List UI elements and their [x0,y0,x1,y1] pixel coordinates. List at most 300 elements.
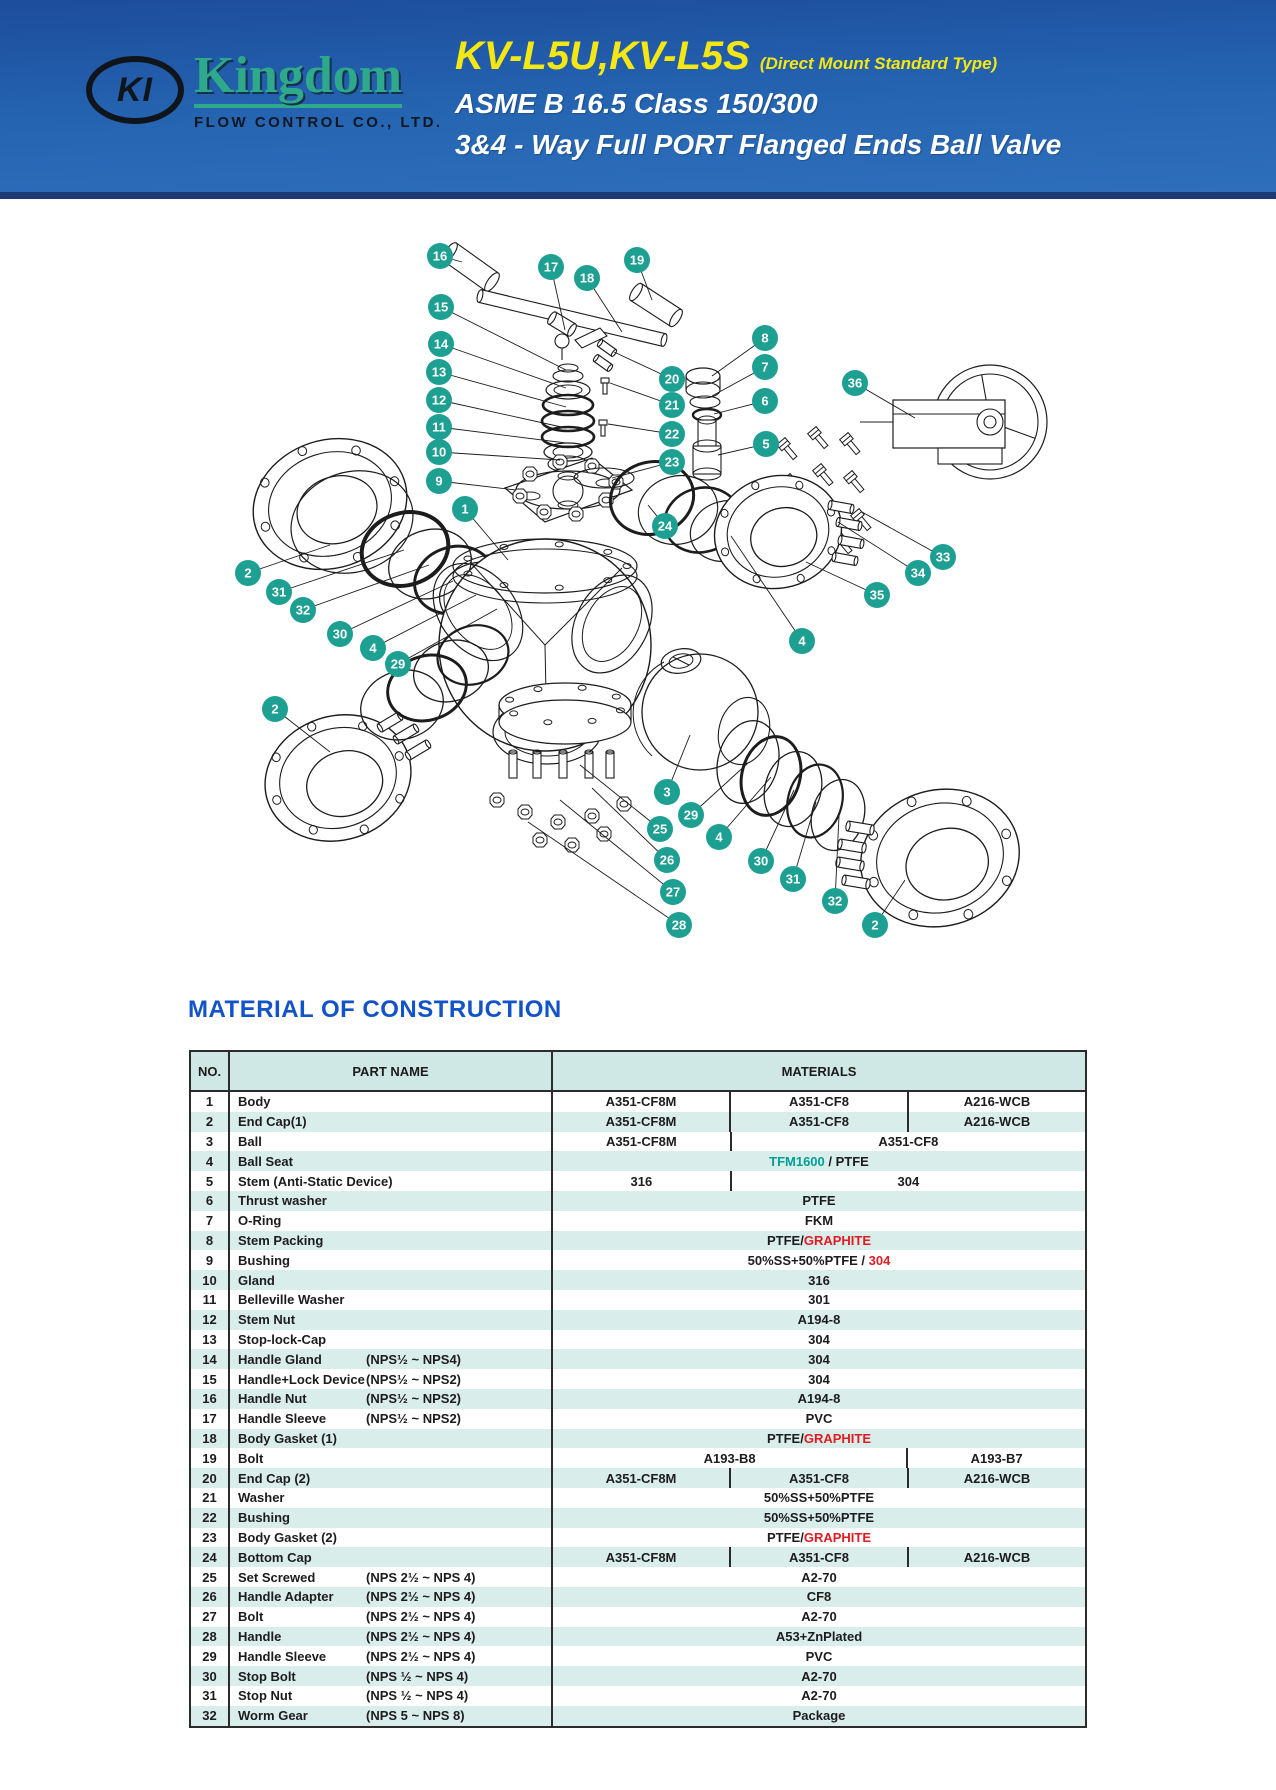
row-number: 28 [202,1628,217,1644]
part-name-cell [228,1151,551,1171]
part-name-cell [228,1112,551,1132]
material-text: 50%SS+50%PTFE / [747,1252,869,1268]
row-number: 4 [205,1153,214,1169]
part-name-cell [228,1409,551,1429]
spec-line-2: 3&4 - Way Full PORT Flanged Ends Ball Valve [455,129,1062,160]
company-logo [86,47,443,131]
part-name: Handle Adapter [238,1589,334,1605]
material-cell [907,1092,1085,1112]
svg-text:27: 27 [665,884,681,900]
material-cell [553,1112,729,1132]
material-cell [553,1468,729,1488]
material-cell [729,1547,907,1567]
callout-9 [426,468,516,494]
svg-text:9: 9 [435,473,443,489]
part-name: Gland [238,1272,275,1288]
part-size-range: (NPS ½ ~ NPS 4) [366,1688,469,1704]
material-cell [553,1686,1085,1706]
material-cell [553,1528,1085,1548]
part-name-cell [228,1646,551,1666]
table-row [191,1290,1085,1310]
part-name: Handle Sleeve [238,1648,327,1664]
row-number: 17 [202,1411,217,1427]
callout-29 [678,763,748,828]
material-cell [553,1171,730,1191]
materials-cells [551,1646,1085,1666]
material-cell [907,1468,1085,1488]
table-row [191,1250,1085,1270]
material-text: A193-B8 [703,1450,756,1466]
material-text: 316 [808,1272,830,1288]
part-name: Handle Nut [238,1391,307,1407]
material-cell [729,1468,907,1488]
svg-text:4: 4 [798,633,806,649]
material-text: GRAPHITE [803,1430,871,1446]
materials-cells [551,1686,1085,1706]
material-cell [553,1448,906,1468]
table-header [191,1052,1085,1092]
part-name: Handle [238,1628,282,1644]
row-number: 21 [202,1490,217,1506]
svg-text:29: 29 [683,807,699,823]
material-cell [553,1310,1085,1330]
section-title: MATERIAL OF CONSTRUCTION [188,996,562,1023]
row-number: 27 [202,1609,217,1625]
part-name: Bushing [238,1252,290,1268]
materials-cells [551,1508,1085,1528]
logo-mark: KI [117,70,153,109]
table-row [191,1528,1085,1548]
material-cell [729,1092,907,1112]
material-text: A194-8 [797,1391,841,1407]
material-cell [907,1112,1085,1132]
material-cell [553,1250,1085,1270]
part-name: Stop Nut [238,1688,293,1704]
callout-6 [714,388,778,414]
part-name: Belleville Washer [238,1292,345,1308]
material-cell [729,1112,907,1132]
material-cell [730,1132,1085,1152]
materials-cells [551,1171,1085,1191]
table-row [191,1607,1085,1627]
svg-text:2: 2 [271,701,279,717]
part-name-cell [228,1389,551,1409]
table-row [191,1389,1085,1409]
svg-text:2: 2 [871,917,879,933]
table-row [191,1587,1085,1607]
material-text: A351-CF8 [789,1114,849,1130]
table-row [191,1231,1085,1251]
part-name-cell [228,1528,551,1548]
table-row [191,1488,1085,1508]
material-cell [553,1092,729,1112]
row-number: 32 [202,1708,217,1724]
part-name-cell [228,1666,551,1686]
svg-text:30: 30 [753,853,769,869]
part-name: Thrust washer [238,1193,327,1209]
row-number: 8 [205,1232,214,1248]
materials-cells [551,1369,1085,1389]
svg-text:19: 19 [629,252,645,268]
svg-text:6: 6 [761,393,769,409]
material-text: PTFE/ [766,1430,804,1446]
materials-cells [551,1448,1085,1468]
material-text: GRAPHITE [803,1529,871,1545]
material-text: PVC [805,1648,833,1664]
part-name: Ball [238,1133,262,1149]
svg-text:11: 11 [432,419,446,435]
materials-cells [551,1270,1085,1290]
materials-cells [551,1231,1085,1251]
header-no: NO. [197,1063,222,1079]
materials-cells [551,1330,1085,1350]
svg-text:17: 17 [543,259,559,275]
part-name: Stem Nut [238,1312,296,1328]
row-number: 10 [202,1272,217,1288]
svg-text:3: 3 [663,784,671,800]
part-name: Handle Sleeve [238,1411,327,1427]
materials-cells [551,1250,1085,1270]
part-name: Handle Gland [238,1351,322,1367]
svg-text:8: 8 [761,330,769,346]
material-cell [907,1547,1085,1567]
table-row [191,1686,1085,1706]
part-size-range: (NPS½ ~ NPS2) [366,1371,462,1387]
table-row [191,1330,1085,1350]
materials-cells [551,1389,1085,1409]
part-name-cell [228,1290,551,1310]
part-name: Bushing [238,1510,290,1526]
svg-text:16: 16 [432,248,448,264]
material-text: 304 [868,1252,891,1268]
part-name: Bolt [238,1450,264,1466]
svg-text:10: 10 [431,444,447,460]
svg-text:31: 31 [271,584,287,600]
part-size-range: (NPS 2½ ~ NPS 4) [366,1569,476,1585]
svg-text:32: 32 [827,893,843,909]
material-text: A351-CF8M [605,1549,677,1565]
material-cell [553,1270,1085,1290]
materials-cells [551,1567,1085,1587]
material-cell [553,1627,1085,1647]
material-text: Package [792,1708,846,1724]
material-text: TFM1600 [769,1153,825,1169]
material-text: / PTFE [824,1153,869,1169]
material-cell [553,1706,1085,1726]
svg-text:15: 15 [433,299,449,315]
material-cell [730,1171,1085,1191]
part-name-cell [228,1310,551,1330]
materials-cells [551,1627,1085,1647]
spec-line-1: ASME B 16.5 Class 150/300 [455,88,818,119]
material-text: A351-CF8 [789,1094,849,1110]
table-row [191,1666,1085,1686]
part-name: Body [238,1094,271,1110]
material-text: A351-CF8 [789,1549,849,1565]
material-text: GRAPHITE [803,1232,871,1248]
material-text: PTFE/ [766,1232,804,1248]
callout-30 [327,581,453,647]
table-row [191,1448,1085,1468]
part-size-range: (NPS 2½ ~ NPS 4) [366,1648,476,1664]
materials-cells [551,1349,1085,1369]
table-row [191,1508,1085,1528]
part-name-cell [228,1627,551,1647]
callout-5 [718,431,779,457]
part-name-cell [228,1211,551,1231]
row-number: 24 [202,1549,217,1565]
row-number: 25 [202,1569,217,1585]
row-number: 26 [202,1589,217,1605]
row-number: 5 [205,1173,214,1189]
material-cell [553,1646,1085,1666]
table-row [191,1706,1085,1726]
materials-cells [551,1468,1085,1488]
part-size-range: (NPS½ ~ NPS2) [366,1411,462,1427]
material-cell [553,1132,730,1152]
part-size-range: (NPS½ ~ NPS2) [366,1391,462,1407]
material-cell [553,1290,1085,1310]
material-cell [553,1151,1085,1171]
row-number: 3 [205,1133,214,1149]
materials-cells [551,1151,1085,1171]
svg-text:18: 18 [579,270,595,286]
table-row [191,1646,1085,1666]
callout-1 [452,496,508,560]
material-cell [553,1211,1085,1231]
material-cell [553,1369,1085,1389]
material-text: A2-70 [801,1688,837,1704]
part-name: Bottom Cap [238,1549,312,1565]
header-part-name: PART NAME [228,1052,551,1090]
svg-text:21: 21 [664,397,680,413]
part-name-cell [228,1429,551,1449]
materials-cells [551,1112,1085,1132]
part-size-range: (NPS 5 ~ NPS 8) [366,1708,465,1724]
row-number: 9 [205,1252,214,1268]
table-row [191,1171,1085,1191]
row-number: 16 [202,1391,217,1407]
material-text: A351-CF8M [605,1470,677,1486]
header-band [0,0,1276,199]
svg-text:32: 32 [295,602,311,618]
material-cell [553,1666,1085,1686]
part-name-cell [228,1508,551,1528]
product-titles [455,34,1061,161]
part-name-cell [228,1369,551,1389]
material-cell [553,1488,1085,1508]
table-row [191,1151,1085,1171]
svg-text:5: 5 [762,436,770,452]
material-text: A216-WCB [963,1549,1031,1565]
material-text: A351-CF8M [605,1114,677,1130]
svg-text:33: 33 [935,549,951,565]
material-text: A193-B7 [970,1450,1023,1466]
table-row [191,1132,1085,1152]
material-cell [553,1330,1085,1350]
materials-cells [551,1132,1085,1152]
materials-cells [551,1528,1085,1548]
materials-cells [551,1488,1085,1508]
row-number: 22 [202,1510,217,1526]
part-name: Bolt [238,1609,264,1625]
row-number: 6 [205,1193,214,1209]
row-number: 2 [205,1114,214,1130]
part-name-cell [228,1488,551,1508]
svg-text:24: 24 [657,518,673,534]
material-text: A53+ZnPlated [775,1628,863,1644]
svg-text:36: 36 [847,375,863,391]
part-name: Body Gasket (2) [238,1529,337,1545]
material-text: A2-70 [801,1569,837,1585]
svg-text:14: 14 [433,336,449,352]
table-row [191,1567,1085,1587]
part-size-range: (NPS 2½ ~ NPS 4) [366,1628,476,1644]
company-subtitle: FLOW CONTROL CO., LTD. [194,114,443,131]
material-text: A2-70 [801,1609,837,1625]
table-row [191,1191,1085,1211]
svg-text:4: 4 [369,640,377,656]
row-number: 15 [202,1371,217,1387]
material-text: PTFE/ [766,1529,804,1545]
materials-cells [551,1409,1085,1429]
part-name: Stem (Anti-Static Device) [238,1173,393,1189]
material-text: A194-8 [797,1312,841,1328]
material-text: A351-CF8M [605,1133,677,1149]
material-cell [553,1607,1085,1627]
svg-text:29: 29 [390,656,406,672]
material-cell [906,1448,1085,1468]
material-text: A216-WCB [963,1114,1031,1130]
material-text: A216-WCB [963,1094,1031,1110]
material-text: A351-CF8 [789,1470,849,1486]
material-cell [553,1191,1085,1211]
part-name: Ball Seat [238,1153,293,1169]
table-row [191,1310,1085,1330]
svg-text:22: 22 [664,426,680,442]
materials-cells [551,1547,1085,1567]
materials-cells [551,1587,1085,1607]
table-row [191,1211,1085,1231]
svg-text:20: 20 [664,371,680,387]
svg-text:28: 28 [671,917,687,933]
header-materials: MATERIALS [551,1052,1085,1090]
material-cell [553,1389,1085,1409]
table-row [191,1468,1085,1488]
part-name-cell [228,1092,551,1112]
row-number: 30 [202,1668,217,1684]
part-name-cell [228,1468,551,1488]
material-cell [553,1231,1085,1251]
material-text: CF8 [806,1589,832,1605]
part-name: Stem Packing [238,1232,324,1248]
table-row [191,1547,1085,1567]
callout-20 [614,352,685,392]
material-text: A351-CF8M [605,1094,677,1110]
material-text: 316 [630,1173,653,1189]
svg-text:31: 31 [785,871,801,887]
table-row [191,1429,1085,1449]
callout-22 [608,421,685,447]
material-text: 301 [808,1292,830,1308]
part-name: Set Screwed [238,1569,316,1585]
part-name-cell [228,1349,551,1369]
part-name-cell [228,1132,551,1152]
part-name: End Cap(1) [238,1114,307,1130]
materials-cells [551,1211,1085,1231]
table-row [191,1112,1085,1132]
part-name: O-Ring [238,1213,282,1229]
part-name: Worm Gear [238,1708,308,1724]
material-text: 304 [808,1331,830,1347]
part-size-range: (NPS ½ ~ NPS 4) [366,1668,469,1684]
svg-text:12: 12 [431,392,447,408]
table-row [191,1627,1085,1647]
materials-cells [551,1706,1085,1726]
svg-text:26: 26 [659,852,675,868]
row-number: 7 [205,1213,214,1229]
svg-text:34: 34 [910,565,926,581]
part-name: Body Gasket (1) [238,1430,337,1446]
part-name-cell [228,1567,551,1587]
callout-11 [426,414,566,443]
part-name-cell [228,1706,551,1726]
exploded-diagram [0,200,1276,933]
materials-cells [551,1666,1085,1686]
part-name: End Cap (2) [238,1470,311,1486]
svg-text:7: 7 [761,359,769,375]
row-number: 29 [202,1648,217,1664]
table-row [191,1092,1085,1112]
part-name-cell [228,1250,551,1270]
material-cell [553,1429,1085,1449]
part-name-cell [228,1330,551,1350]
svg-text:35: 35 [869,587,885,603]
material-text: 50%SS+50%PTFE [763,1490,875,1506]
row-number: 23 [202,1529,217,1545]
part-size-range: (NPS 2½ ~ NPS 4) [366,1589,476,1605]
material-text: 50%SS+50%PTFE [763,1510,875,1526]
part-name-cell [228,1448,551,1468]
part-name-cell [228,1686,551,1706]
material-text: A351-CF8 [878,1133,939,1149]
company-name: Kingdom [194,50,402,108]
callout-34 [838,522,931,586]
materials-cells [551,1290,1085,1310]
part-name-cell [228,1607,551,1627]
callout-32 [290,565,429,623]
part-name: Washer [238,1490,285,1506]
model-note: (Direct Mount Standard Type) [759,54,998,73]
table-body [191,1092,1085,1726]
part-name-cell [228,1231,551,1251]
materials-table [189,1050,1087,1728]
row-number: 31 [202,1688,217,1704]
row-number: 13 [202,1331,217,1347]
material-text: A216-WCB [963,1470,1031,1486]
materials-cells [551,1191,1085,1211]
row-number: 11 [202,1292,217,1308]
part-name: Stop Bolt [238,1668,296,1684]
material-cell [553,1349,1085,1369]
material-text: FKM [804,1213,834,1229]
material-text: 304 [897,1173,920,1189]
row-number: 12 [202,1312,217,1328]
part-name-cell [228,1547,551,1567]
ki-oval-logo-icon [86,56,184,124]
part-name-cell [228,1587,551,1607]
material-text: PTFE [802,1193,836,1209]
